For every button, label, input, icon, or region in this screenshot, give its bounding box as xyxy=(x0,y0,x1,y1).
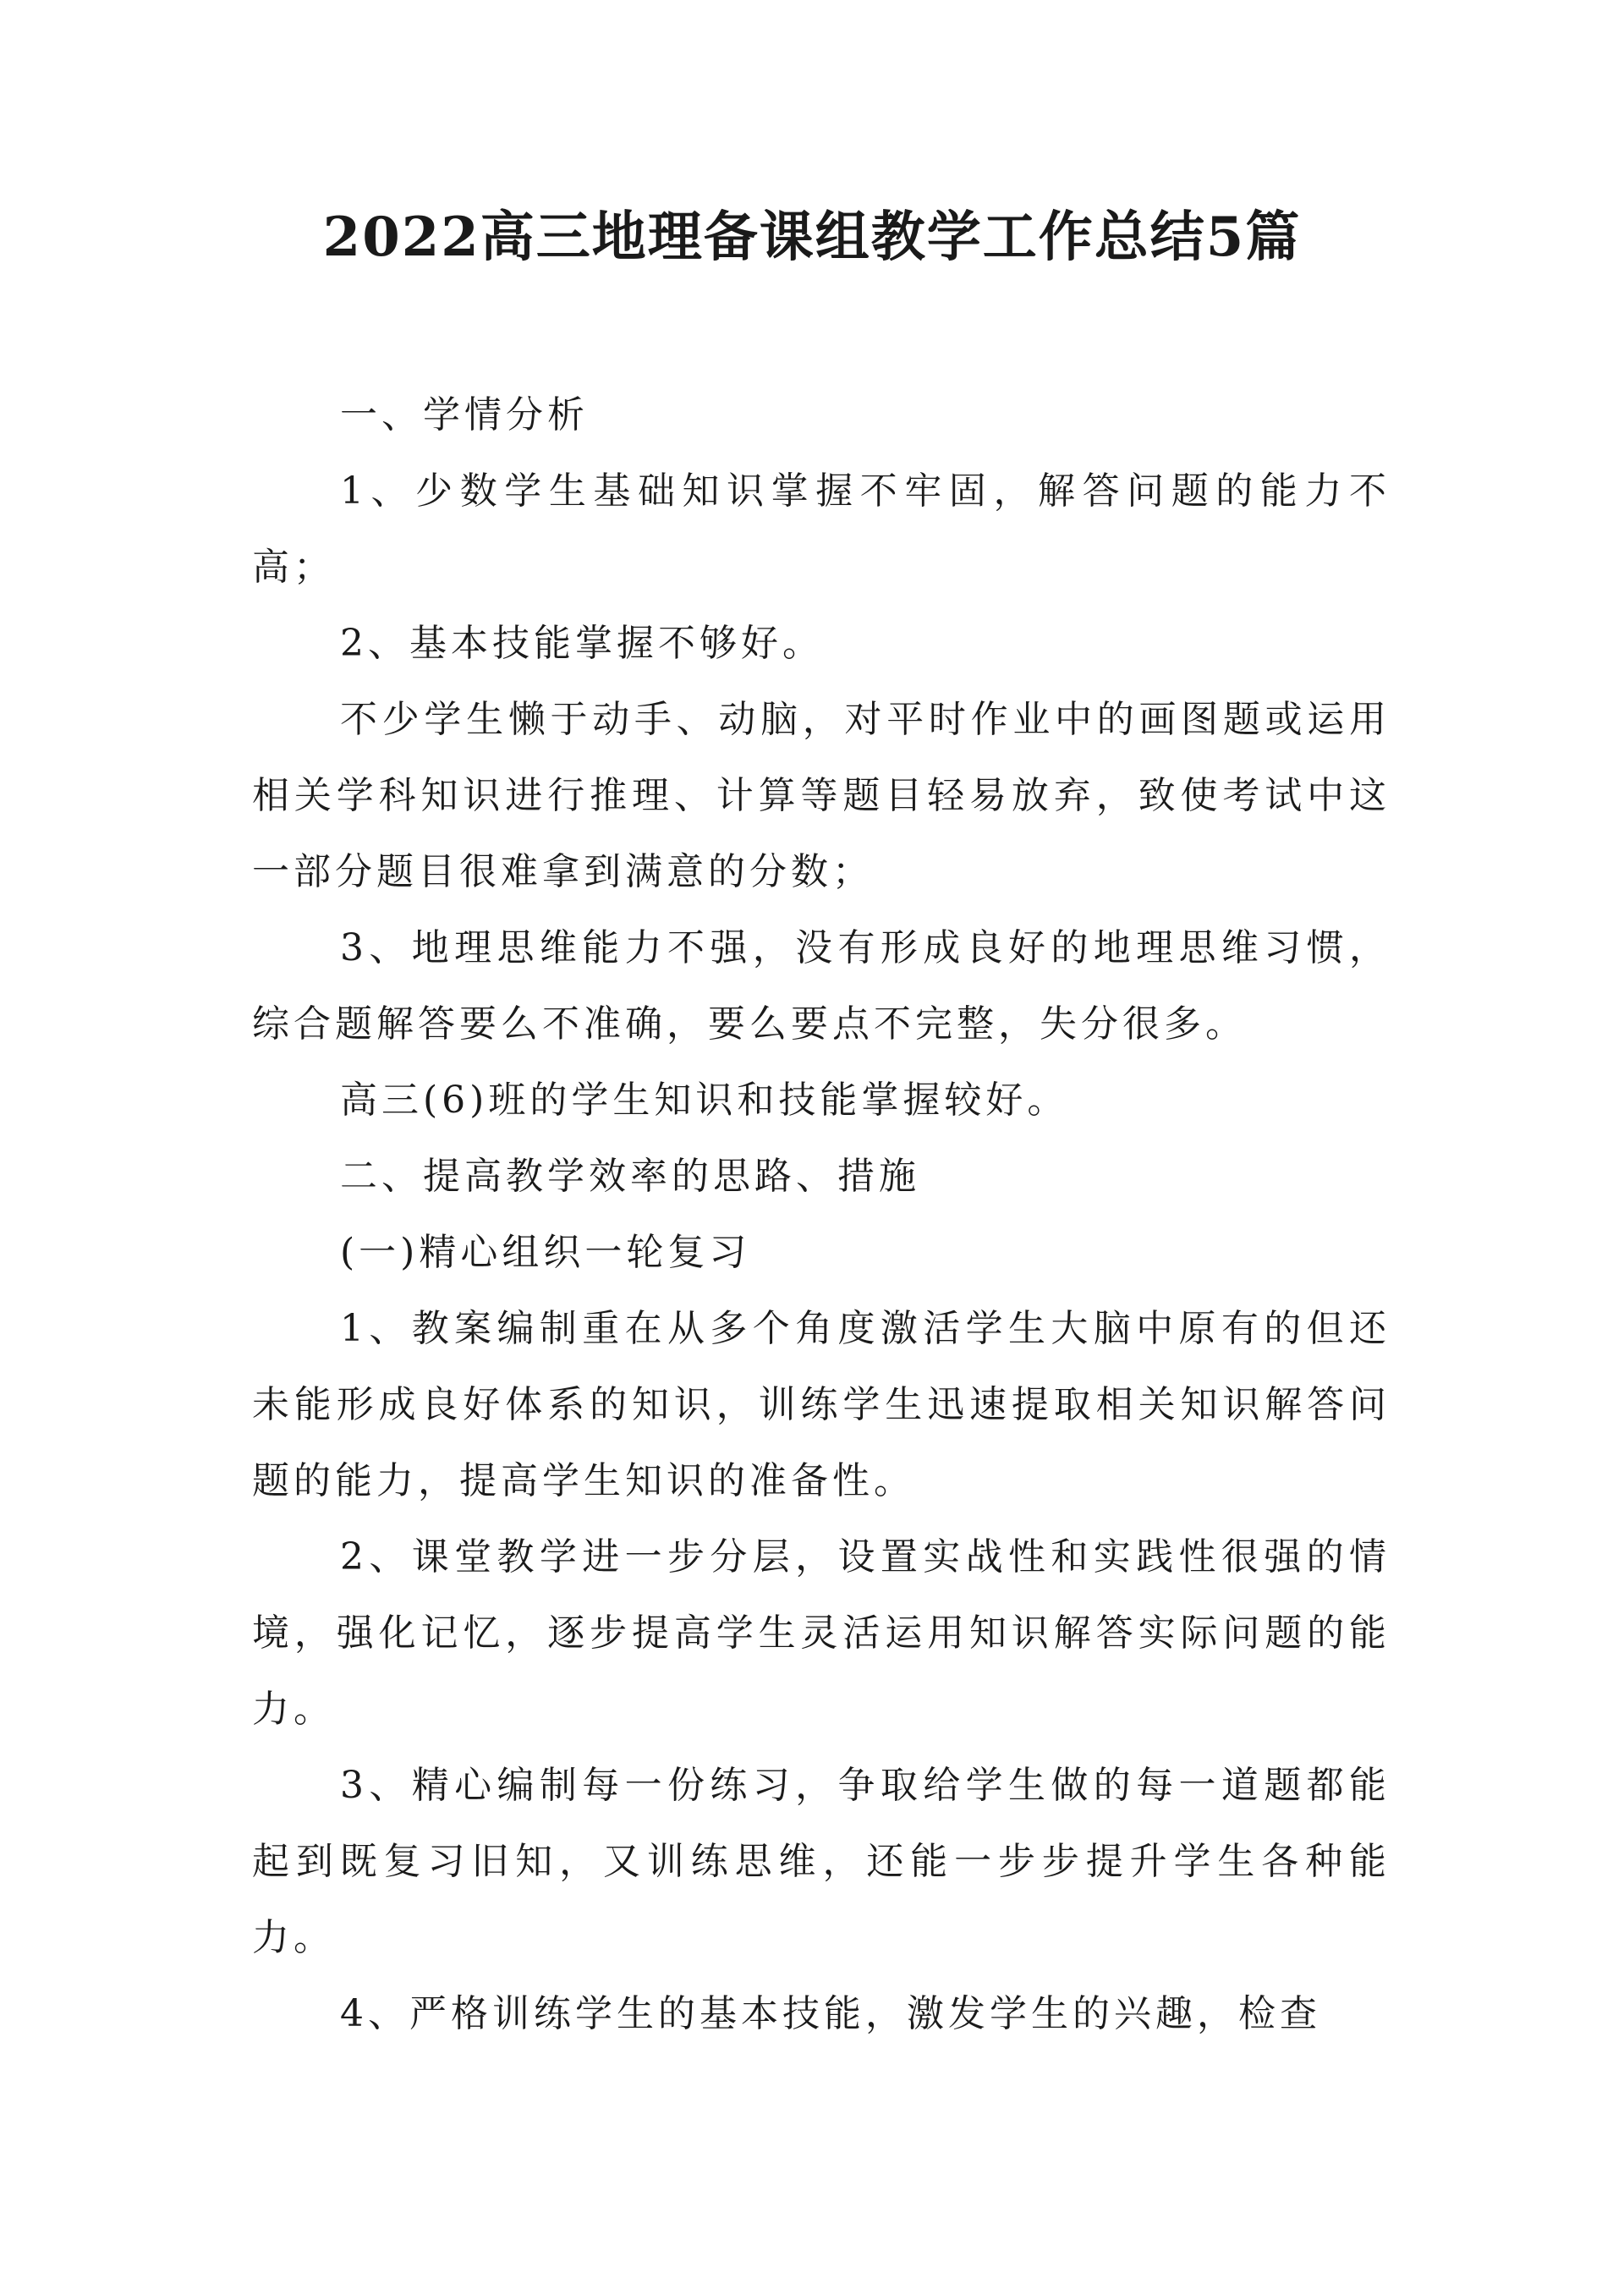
paragraph: 3、地理思维能力不强，没有形成良好的地理思维习惯，综合题解答要么不准确，要么要点不完整，失分很多。 xyxy=(252,926,1391,1046)
document-title: 2022高三地理备课组教学工作总结5篇 xyxy=(322,206,1302,269)
paragraph-section-heading: 一、学情分析 xyxy=(340,393,589,436)
paragraph: 1、少数学生基础知识掌握不牢固，解答问题的能力不高； xyxy=(252,469,1391,589)
paragraph: 4、严格训练学生的基本技能，激发学生的兴趣，检查 xyxy=(340,1992,1321,2035)
document-body xyxy=(252,377,1391,2052)
paragraph-section-heading: 二、提高教学效率的思路、措施 xyxy=(340,1155,920,1198)
paragraph: 2、课堂教学进一步分层，设置实战性和实践性很强的情境，强化记忆，逐步提高学生灵活运用知识解答实际问题的能力。 xyxy=(252,1535,1391,1731)
paragraph-subsection-heading: (一)精心组织一轮复习 xyxy=(340,1231,751,1274)
paragraph: 3、精心编制每一份练习，争取给学生做的每一道题都能起到既复习旧知，又训练思维，还能一步步提升学生各种能力。 xyxy=(252,1764,1391,1959)
paragraph: 高三(6)班的学生知识和技能掌握较好。 xyxy=(340,1079,1069,1122)
paragraph: 不少学生懒于动手、动脑，对平时作业中的画图题或运用相关学科知识进行推理、计算等题目轻易放弃，致使考试中这一部分题目很难拿到满意的分数； xyxy=(252,698,1391,893)
paragraph: 1、教案编制重在从多个角度激活学生大脑中原有的但还未能形成良好体系的知识，训练学生迅速提取相关知识解答问题的能力，提高学生知识的准备性。 xyxy=(252,1307,1391,1502)
paragraph: 2、基本技能掌握不够好。 xyxy=(340,622,824,665)
